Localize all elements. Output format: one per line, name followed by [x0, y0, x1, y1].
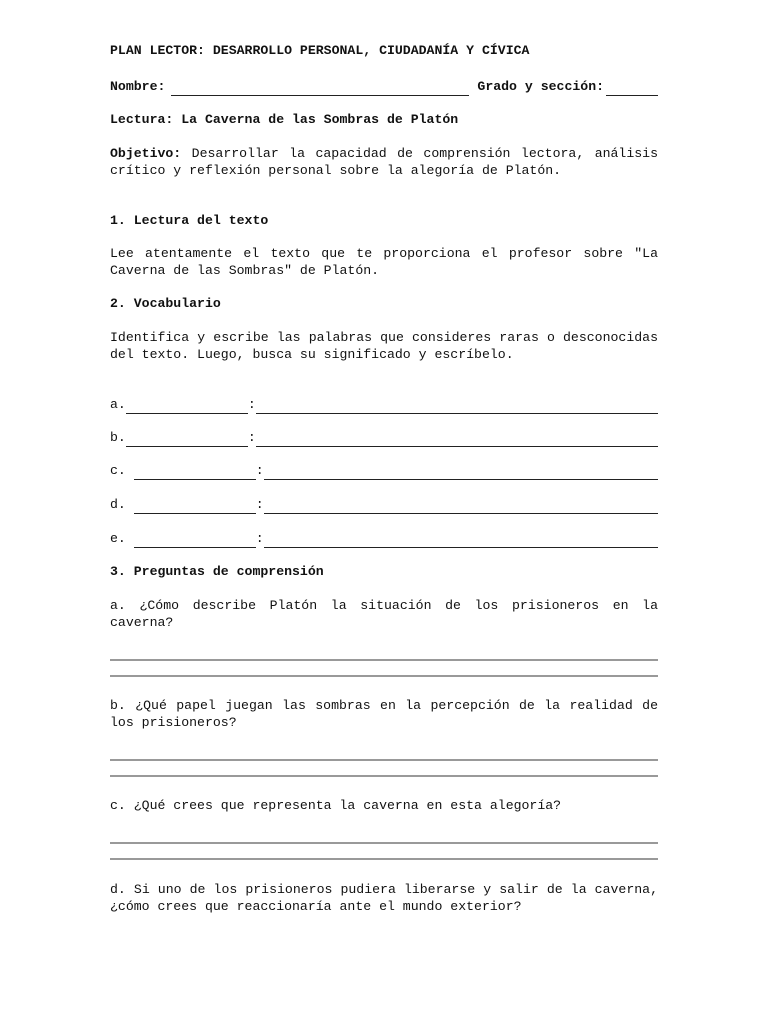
name-grade-row — [110, 79, 658, 96]
vocab-item-letter: d. — [110, 497, 134, 512]
vocab-item-letter: c. — [110, 463, 134, 478]
objective-paragraph — [110, 146, 658, 179]
vocabulary-item-e — [110, 531, 658, 548]
vocab-item-letter: e. — [110, 531, 134, 546]
section-2-instructions: Identifica y escribe las palabras que consideres raras o desconocidas del texto. Luego, busca su significado y escríbelo. — [110, 330, 658, 362]
vocab-separator: : — [255, 497, 264, 512]
reading-title: Lectura: La Caverna de las Sombras de Platón — [110, 112, 459, 127]
grade-label: Grado y sección: — [477, 79, 605, 94]
section-1-heading: 1. Lectura del texto — [110, 213, 269, 228]
section-3-heading: 3. Preguntas de comprensión — [110, 564, 324, 579]
name-label: Nombre: — [110, 79, 166, 94]
section-1-text: Lee atentamente el texto que te proporciona el profesor sobre "La Caverna de las Sombras" de Platón. — [110, 246, 658, 278]
vocab-item-letter: a. — [110, 397, 126, 412]
vocab-word-field[interactable] — [134, 535, 256, 548]
answer-line[interactable] — [110, 775, 658, 777]
vocab-word-field[interactable] — [134, 467, 256, 480]
question-b: b. ¿Qué papel juegan las sombras en la percepción de la realidad de los prisioneros? — [110, 698, 658, 730]
vocab-word-field[interactable] — [126, 401, 248, 414]
question-c: c. ¿Qué crees que representa la caverna en esta alegoría? — [110, 798, 562, 813]
vocab-item-letter: b. — [110, 430, 126, 445]
objective-label: Objetivo: — [110, 146, 182, 161]
vocab-separator: : — [255, 531, 264, 546]
answer-line[interactable] — [110, 659, 658, 661]
question-d: d. Si uno de los prisioneros pudiera liberarse y salir de la caverna, ¿cómo crees que reaccionaría ante el mundo exterior? — [110, 882, 658, 914]
vocab-meaning-field[interactable] — [264, 535, 658, 548]
vocab-word-field[interactable] — [126, 434, 248, 447]
vocab-meaning-field[interactable] — [264, 501, 658, 514]
answer-line[interactable] — [110, 842, 658, 844]
vocab-word-field[interactable] — [134, 501, 256, 514]
page-title: PLAN LECTOR: DESARROLLO PERSONAL, CIUDADANÍA Y CÍVICA — [110, 43, 530, 58]
vocabulary-item-b — [110, 430, 658, 447]
answer-line[interactable] — [110, 759, 658, 761]
objective-text: Desarrollar la capacidad de comprensión lectora, análisis crítico y reflexión personal sobre la alegoría de Platón. — [110, 146, 658, 178]
answer-line[interactable] — [110, 675, 658, 677]
vocabulary-item-c — [110, 463, 658, 480]
section-2-heading: 2. Vocabulario — [110, 296, 221, 311]
vocab-separator: : — [247, 397, 256, 412]
vocabulary-item-d — [110, 497, 658, 514]
vocab-separator: : — [247, 430, 256, 445]
vocab-meaning-field[interactable] — [264, 467, 658, 480]
grade-field[interactable] — [606, 83, 658, 96]
vocabulary-item-a — [110, 397, 658, 414]
vocab-separator: : — [255, 463, 264, 478]
question-a: a. ¿Cómo describe Platón la situación de los prisioneros en la caverna? — [110, 598, 658, 630]
answer-line[interactable] — [110, 858, 658, 860]
vocab-meaning-field[interactable] — [256, 434, 658, 447]
vocab-meaning-field[interactable] — [256, 401, 658, 414]
name-field[interactable] — [171, 83, 469, 96]
